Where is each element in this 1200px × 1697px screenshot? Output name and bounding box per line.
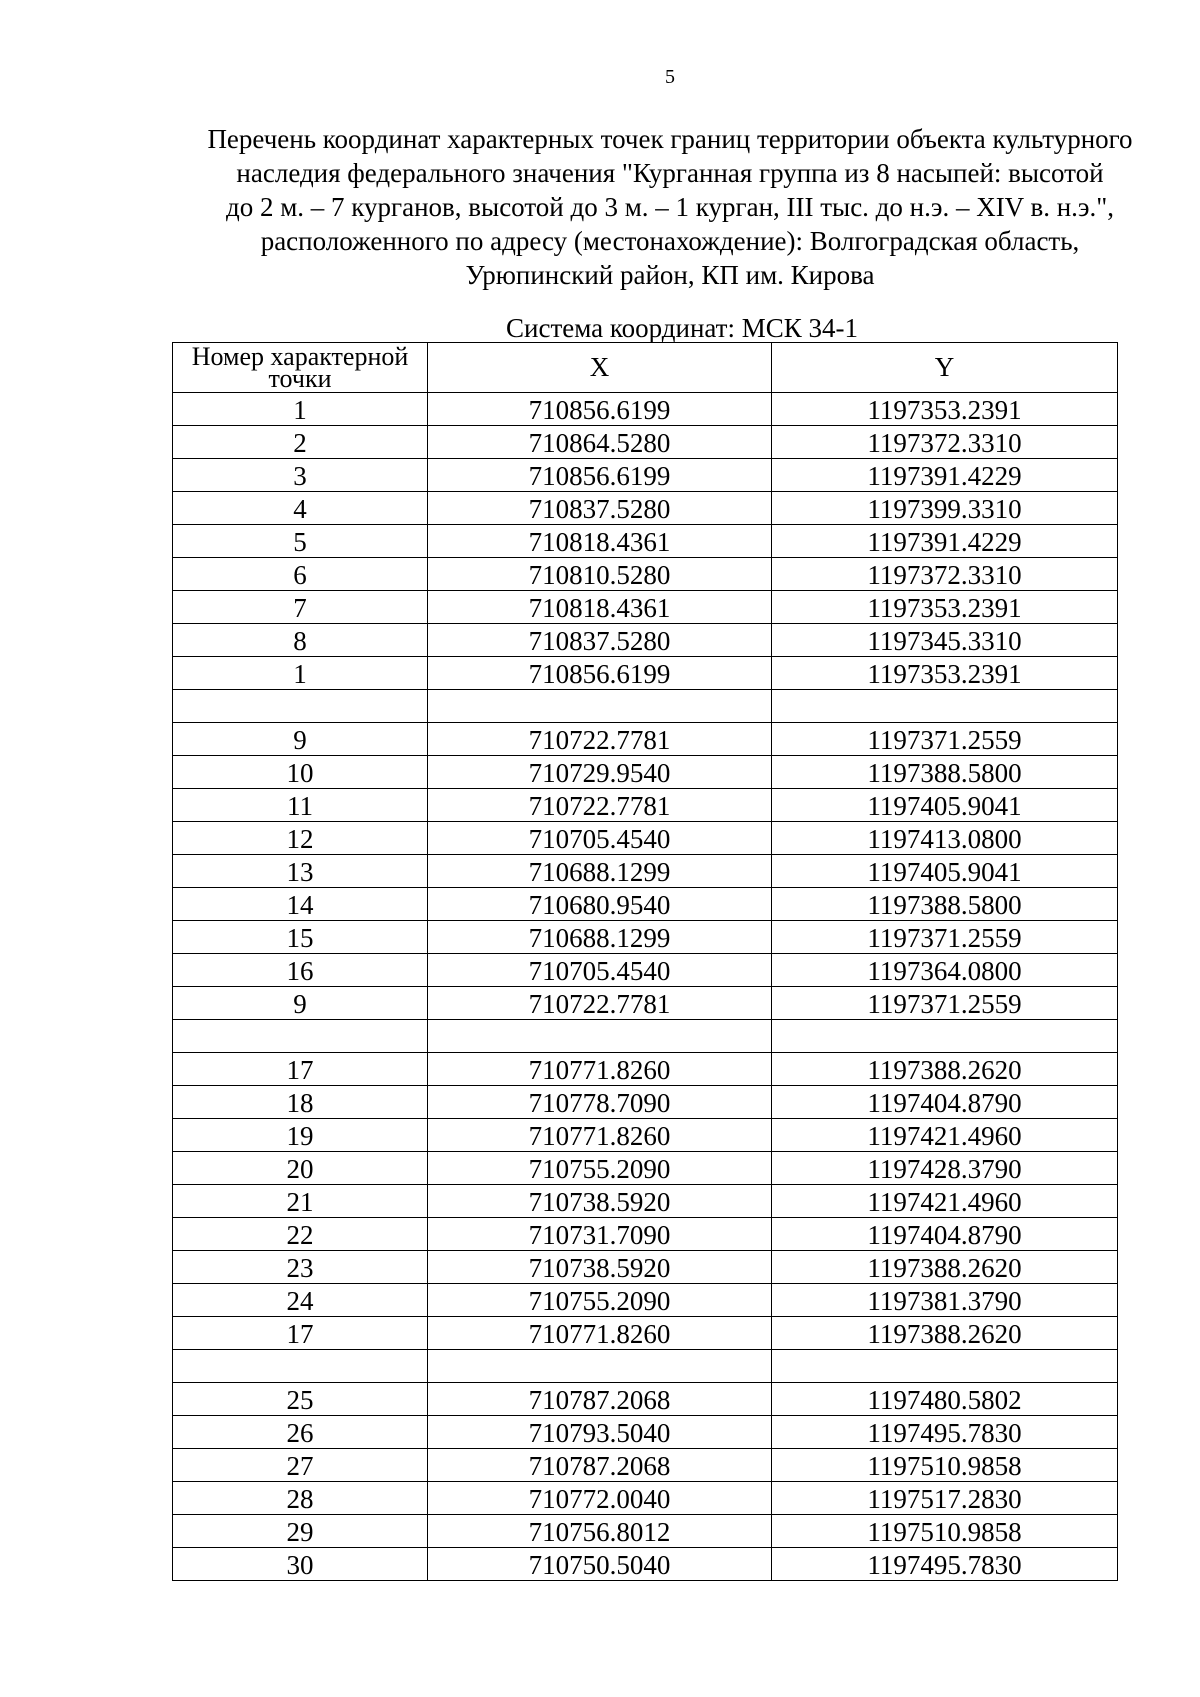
table-row xyxy=(173,756,1118,789)
cell-y: 1197388.5800 xyxy=(772,888,1118,921)
table-row xyxy=(173,1152,1118,1185)
table-row xyxy=(173,1350,1118,1383)
table-row xyxy=(173,492,1118,525)
table-row xyxy=(173,459,1118,492)
table-row xyxy=(173,822,1118,855)
cell-y: 1197428.3790 xyxy=(772,1152,1118,1185)
table-row xyxy=(173,987,1118,1020)
cell-point-number: 5 xyxy=(173,525,428,558)
cell-y: 1197381.3790 xyxy=(772,1284,1118,1317)
cell-point-number: 2 xyxy=(173,426,428,459)
cell-x: 710731.7090 xyxy=(428,1218,772,1251)
cell-x: 710787.2068 xyxy=(428,1449,772,1482)
table-row xyxy=(173,624,1118,657)
cell-y: 1197405.9041 xyxy=(772,855,1118,888)
cell-x: 710722.7781 xyxy=(428,987,772,1020)
document-title xyxy=(160,122,1180,292)
cell-point-number: 13 xyxy=(173,855,428,888)
cell-point-number: 24 xyxy=(173,1284,428,1317)
table-body xyxy=(173,393,1118,1581)
cell-x: 710705.4540 xyxy=(428,822,772,855)
table-row xyxy=(173,888,1118,921)
title-line: наследия федерального значения "Курганная группа из 8 насыпей: высотой xyxy=(236,158,1104,188)
cell-point-number: 3 xyxy=(173,459,428,492)
cell-x: 710837.5280 xyxy=(428,492,772,525)
cell-point-number: 12 xyxy=(173,822,428,855)
table-row xyxy=(173,1218,1118,1251)
cell-point-number xyxy=(173,1350,428,1383)
table-row xyxy=(173,426,1118,459)
cell-x: 710688.1299 xyxy=(428,921,772,954)
cell-point-number xyxy=(173,1020,428,1053)
cell-x: 710856.6199 xyxy=(428,459,772,492)
cell-y: 1197405.9041 xyxy=(772,789,1118,822)
cell-x: 710680.9540 xyxy=(428,888,772,921)
cell-y: 1197388.2620 xyxy=(772,1251,1118,1284)
cell-y: 1197353.2391 xyxy=(772,657,1118,690)
table-row xyxy=(173,789,1118,822)
table-row xyxy=(173,1416,1118,1449)
cell-x: 710722.7781 xyxy=(428,789,772,822)
cell-point-number: 17 xyxy=(173,1053,428,1086)
cell-y: 1197353.2391 xyxy=(772,393,1118,426)
cell-y: 1197495.7830 xyxy=(772,1548,1118,1581)
cell-point-number: 7 xyxy=(173,591,428,624)
cell-y: 1197517.2830 xyxy=(772,1482,1118,1515)
table-row xyxy=(173,1251,1118,1284)
cell-y: 1197371.2559 xyxy=(772,987,1118,1020)
cell-x: 710856.6199 xyxy=(428,393,772,426)
cell-point-number: 20 xyxy=(173,1152,428,1185)
cell-x: 710837.5280 xyxy=(428,624,772,657)
cell-x: 710771.8260 xyxy=(428,1317,772,1350)
table-row xyxy=(173,1548,1118,1581)
table-row xyxy=(173,1086,1118,1119)
cell-y: 1197510.9858 xyxy=(772,1449,1118,1482)
cell-y xyxy=(772,1350,1118,1383)
cell-point-number: 10 xyxy=(173,756,428,789)
cell-x: 710864.5280 xyxy=(428,426,772,459)
cell-x: 710755.2090 xyxy=(428,1152,772,1185)
cell-x: 710750.5040 xyxy=(428,1548,772,1581)
table-row xyxy=(173,525,1118,558)
cell-point-number: 1 xyxy=(173,657,428,690)
table-row xyxy=(173,723,1118,756)
cell-point-number: 28 xyxy=(173,1482,428,1515)
cell-x xyxy=(428,1350,772,1383)
cell-y: 1197388.2620 xyxy=(772,1053,1118,1086)
table-row xyxy=(173,393,1118,426)
table-row xyxy=(173,1020,1118,1053)
cell-point-number: 26 xyxy=(173,1416,428,1449)
cell-x: 710688.1299 xyxy=(428,855,772,888)
cell-x: 710771.8260 xyxy=(428,1053,772,1086)
cell-point-number: 27 xyxy=(173,1449,428,1482)
cell-x: 710772.0040 xyxy=(428,1482,772,1515)
coordinate-system-caption: Система координат: МСК 34-1 xyxy=(506,313,858,343)
cell-point-number: 25 xyxy=(173,1383,428,1416)
table-header-row xyxy=(173,343,1118,393)
cell-point-number: 19 xyxy=(173,1119,428,1152)
header-y: Y xyxy=(772,343,1118,393)
table-row xyxy=(173,1482,1118,1515)
cell-x: 710771.8260 xyxy=(428,1119,772,1152)
cell-x: 710778.7090 xyxy=(428,1086,772,1119)
cell-point-number: 23 xyxy=(173,1251,428,1284)
cell-y: 1197510.9858 xyxy=(772,1515,1118,1548)
coordinates-table xyxy=(172,342,1118,1581)
cell-point-number: 9 xyxy=(173,987,428,1020)
cell-y: 1197495.7830 xyxy=(772,1416,1118,1449)
header-point-label-line2: точки xyxy=(268,363,332,393)
cell-y: 1197371.2559 xyxy=(772,723,1118,756)
cell-y: 1197391.4229 xyxy=(772,525,1118,558)
table-row xyxy=(173,1383,1118,1416)
table-row xyxy=(173,657,1118,690)
title-line: до 2 м. – 7 курганов, высотой до 3 м. – 1 курган, III тыс. до н.э. – XIV в. н.э.", xyxy=(225,192,1115,222)
cell-y: 1197391.4229 xyxy=(772,459,1118,492)
cell-x: 710738.5920 xyxy=(428,1251,772,1284)
title-line: расположенного по адресу (местонахождение): Волгоградская область, xyxy=(260,226,1080,256)
table-row xyxy=(173,1317,1118,1350)
cell-point-number: 1 xyxy=(173,393,428,426)
title-line: Перечень координат характерных точек границ территории объекта культурного xyxy=(207,124,1133,154)
cell-x: 710818.4361 xyxy=(428,591,772,624)
header-point-label-line1: Номер характерной xyxy=(191,341,409,371)
cell-point-number: 21 xyxy=(173,1185,428,1218)
cell-y: 1197372.3310 xyxy=(772,558,1118,591)
cell-y: 1197480.5802 xyxy=(772,1383,1118,1416)
header-x: X xyxy=(428,343,772,393)
cell-point-number: 18 xyxy=(173,1086,428,1119)
cell-x: 710793.5040 xyxy=(428,1416,772,1449)
cell-point-number: 8 xyxy=(173,624,428,657)
cell-point-number: 6 xyxy=(173,558,428,591)
cell-y: 1197372.3310 xyxy=(772,426,1118,459)
cell-y: 1197413.0800 xyxy=(772,822,1118,855)
cell-point-number: 14 xyxy=(173,888,428,921)
cell-x: 710705.4540 xyxy=(428,954,772,987)
table-row xyxy=(173,1449,1118,1482)
title-line: Урюпинский район, КП им. Кирова xyxy=(465,260,875,290)
table-row xyxy=(173,591,1118,624)
table-row xyxy=(173,690,1118,723)
table-row xyxy=(173,1515,1118,1548)
cell-x: 710722.7781 xyxy=(428,723,772,756)
page-number: 5 xyxy=(665,66,675,88)
cell-x: 710755.2090 xyxy=(428,1284,772,1317)
cell-y: 1197404.8790 xyxy=(772,1218,1118,1251)
table-row xyxy=(173,1119,1118,1152)
cell-point-number: 16 xyxy=(173,954,428,987)
cell-x xyxy=(428,1020,772,1053)
cell-x: 710729.9540 xyxy=(428,756,772,789)
cell-y: 1197388.5800 xyxy=(772,756,1118,789)
cell-point-number: 4 xyxy=(173,492,428,525)
cell-x: 710787.2068 xyxy=(428,1383,772,1416)
cell-y: 1197364.0800 xyxy=(772,954,1118,987)
cell-point-number: 30 xyxy=(173,1548,428,1581)
cell-y: 1197388.2620 xyxy=(772,1317,1118,1350)
cell-point-number: 11 xyxy=(173,789,428,822)
cell-y: 1197371.2559 xyxy=(772,921,1118,954)
cell-x: 710856.6199 xyxy=(428,657,772,690)
cell-point-number: 9 xyxy=(173,723,428,756)
table-row xyxy=(173,558,1118,591)
cell-point-number: 22 xyxy=(173,1218,428,1251)
cell-y xyxy=(772,1020,1118,1053)
table-row xyxy=(173,1053,1118,1086)
table-row xyxy=(173,855,1118,888)
table-row xyxy=(173,921,1118,954)
header-point-number xyxy=(173,343,428,393)
table-row xyxy=(173,954,1118,987)
cell-y xyxy=(772,690,1118,723)
table-row xyxy=(173,1185,1118,1218)
cell-point-number: 17 xyxy=(173,1317,428,1350)
cell-y: 1197353.2391 xyxy=(772,591,1118,624)
cell-point-number: 15 xyxy=(173,921,428,954)
cell-y: 1197421.4960 xyxy=(772,1185,1118,1218)
cell-x: 710810.5280 xyxy=(428,558,772,591)
cell-x: 710818.4361 xyxy=(428,525,772,558)
cell-point-number xyxy=(173,690,428,723)
cell-x: 710756.8012 xyxy=(428,1515,772,1548)
cell-y: 1197404.8790 xyxy=(772,1086,1118,1119)
cell-y: 1197421.4960 xyxy=(772,1119,1118,1152)
table-row xyxy=(173,1284,1118,1317)
cell-x: 710738.5920 xyxy=(428,1185,772,1218)
cell-x xyxy=(428,690,772,723)
cell-y: 1197345.3310 xyxy=(772,624,1118,657)
cell-point-number: 29 xyxy=(173,1515,428,1548)
cell-y: 1197399.3310 xyxy=(772,492,1118,525)
